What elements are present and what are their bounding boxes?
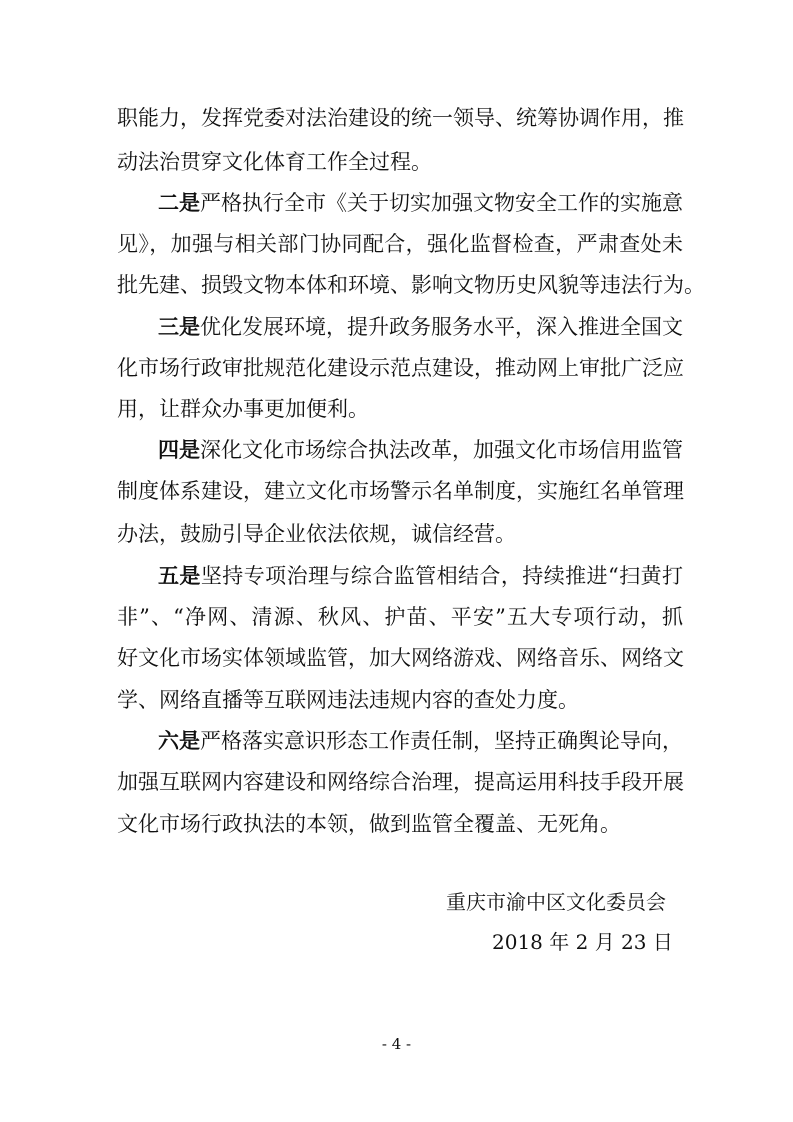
text-line: 文化市场行政执法的本领，做到监管全覆盖、无死角。 [117, 812, 621, 836]
paragraph-label: 六是 [158, 728, 200, 753]
text-line: 制度体系建设，建立文化市场警示名单制度，实施红名单管理 [117, 479, 684, 503]
text-line: 非”、“净网、清源、秋风、护苗、平安”五大专项行动，抓 [117, 605, 683, 629]
page-number: - 4 - [381, 1035, 412, 1053]
text-line: 好文化市场实体领域监管，加大网络游戏、网络音乐、网络文 [117, 646, 684, 670]
text-line: 加强互联网内容建设和网络综合治理，提高运用科技手段开展 [117, 770, 684, 794]
paragraph-3-start [158, 313, 683, 341]
signature-organization: 重庆市渝中区文化委员会 [446, 890, 666, 914]
text-line: 动法治贯穿文化体育工作全过程。 [117, 150, 432, 174]
paragraph-5-start [158, 562, 683, 590]
text-line: 用，让群众办事更加便利。 [117, 397, 369, 421]
paragraph-4-start [158, 436, 683, 464]
text-line: 化市场行政审批规范化建设示范点建设，推动网上审批广泛应 [117, 356, 684, 380]
paragraph-6-start [158, 727, 683, 755]
text-line: 批先建、损毁文物本体和环境、影响文物历史风貌等违法行为。 [117, 273, 705, 297]
text-line: 见》，加强与相关部门协同配合，强化监督检查，严肃查处未 [117, 232, 683, 256]
paragraph-text: 深化文化市场综合执法改革，加强文化市场信用监管 [200, 438, 683, 462]
paragraph-label: 五是 [158, 563, 201, 588]
paragraph-text: 坚持专项治理与综合监管相结合，持续推进“扫黄打 [200, 564, 684, 588]
paragraph-text: 严格执行全市《关于切实加强文物安全工作的实施意 [200, 191, 683, 215]
signature-date: 2018 年 2 月 23 日 [492, 930, 673, 954]
paragraph-2-start [158, 189, 683, 217]
text-line: 职能力，发挥党委对法治建设的统一领导、统筹协调作用，推 [117, 106, 684, 130]
paragraph-text: 严格落实意识形态工作责任制，坚持正确舆论导向， [200, 729, 683, 753]
paragraph-label: 二是 [158, 190, 200, 215]
text-line: 办法，鼓励引导企业依法依规，诚信经营。 [117, 522, 516, 546]
text-line: 学、网络直播等互联网违法违规内容的查处力度。 [117, 688, 579, 712]
paragraph-text: 优化发展环境，提升政务服务水平，深入推进全国文 [200, 315, 683, 339]
paragraph-label: 四是 [158, 437, 200, 462]
paragraph-label: 三是 [158, 314, 200, 339]
